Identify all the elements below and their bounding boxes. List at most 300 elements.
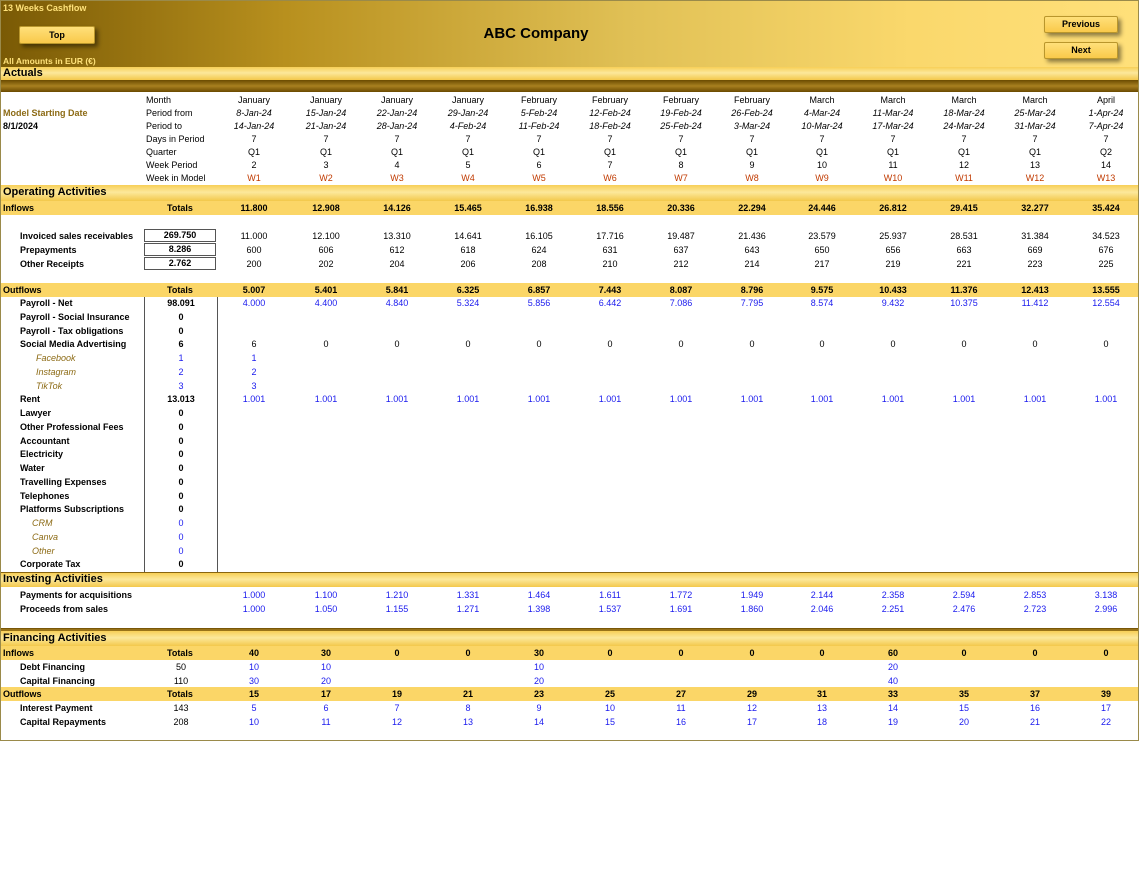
calendar-week-period: 5 bbox=[465, 160, 471, 170]
cell-value: 13 bbox=[816, 703, 827, 713]
cell-value: 12.554 bbox=[1092, 298, 1120, 308]
calendar-quarter: Q1 bbox=[532, 147, 545, 157]
calendar-week-in-model: W4 bbox=[461, 173, 475, 183]
financing-band bbox=[1, 631, 1139, 646]
cell-value: 1.210 bbox=[385, 590, 409, 600]
line-item-total: 0 bbox=[178, 531, 184, 542]
calendar-week-in-model: W12 bbox=[1025, 173, 1045, 183]
total-value: 60 bbox=[887, 648, 898, 658]
line-item-label: Other bbox=[32, 545, 55, 556]
cell-value: 1.537 bbox=[598, 604, 622, 614]
cell-value: 5 bbox=[251, 703, 257, 713]
line-item-label: Other Receipts bbox=[20, 259, 85, 269]
cell-value: 9.432 bbox=[881, 298, 905, 308]
cell-value: 223 bbox=[1027, 259, 1043, 269]
total-value: 30 bbox=[533, 648, 544, 658]
section-title-investing: Investing Activities bbox=[3, 573, 103, 585]
cell-value: 1 bbox=[251, 353, 257, 363]
calendar-month: March bbox=[951, 95, 977, 105]
line-item-total: 0 bbox=[178, 504, 184, 515]
cell-value: 1.001 bbox=[740, 394, 764, 405]
total-value: 11.800 bbox=[240, 203, 268, 213]
calendar-days: 7 bbox=[536, 134, 542, 144]
cell-value: 1.464 bbox=[527, 590, 551, 600]
calendar-period-from: 11-Mar-24 bbox=[872, 108, 914, 118]
calendar-quarter: Q1 bbox=[815, 147, 828, 157]
line-item-label: Payroll - Social Insurance bbox=[20, 311, 130, 322]
cell-value: 4.000 bbox=[242, 298, 266, 308]
calendar-week-period: 14 bbox=[1100, 160, 1111, 170]
title-banner bbox=[1, 1, 1139, 67]
calendar-week-in-model: W1 bbox=[247, 173, 261, 183]
line-item-label: Facebook bbox=[36, 353, 76, 363]
line-item-total: 8.286 bbox=[144, 243, 216, 256]
cell-value: 606 bbox=[318, 245, 334, 255]
cell-value: 0 bbox=[394, 339, 400, 350]
calendar-week-period: 12 bbox=[958, 160, 969, 170]
total-value: 15 bbox=[248, 689, 259, 699]
calendar-quarter: Q1 bbox=[247, 147, 260, 157]
totals-label: Totals bbox=[167, 689, 193, 699]
cell-value: 1.001 bbox=[881, 394, 905, 405]
cell-value: 210 bbox=[602, 259, 618, 269]
calendar-week-period: 6 bbox=[536, 160, 542, 170]
cell-value: 14 bbox=[533, 717, 544, 727]
cell-value: 10 bbox=[533, 662, 544, 672]
calendar-week-in-model: W9 bbox=[815, 173, 829, 183]
calendar-period-to: 24-Mar-24 bbox=[943, 121, 985, 131]
calendar-quarter: Q1 bbox=[319, 147, 332, 157]
cell-value: 0 bbox=[536, 339, 542, 350]
totals-label: Totals bbox=[167, 648, 193, 658]
cell-value: 20 bbox=[958, 717, 969, 727]
cell-value: 1.331 bbox=[456, 590, 480, 600]
section-title-financing: Financing Activities bbox=[3, 632, 107, 644]
total-value: 5.841 bbox=[385, 285, 409, 295]
cell-value: 225 bbox=[1098, 259, 1114, 269]
cell-value: 2.723 bbox=[1023, 604, 1047, 614]
calendar-days: 7 bbox=[607, 134, 613, 144]
total-value: 0 bbox=[1103, 648, 1109, 658]
cell-value: 10 bbox=[248, 717, 259, 727]
line-item-total: 110 bbox=[173, 676, 189, 686]
line-item-label: Payroll - Net bbox=[20, 298, 73, 308]
calendar-period-to: 11-Feb-24 bbox=[518, 121, 560, 131]
calendar-quarter: Q1 bbox=[886, 147, 899, 157]
calendar-quarter: Q1 bbox=[1028, 147, 1041, 157]
line-item-label: Debt Financing bbox=[20, 662, 85, 672]
cell-value: 15 bbox=[604, 717, 615, 727]
line-item-label: Capital Repayments bbox=[20, 717, 107, 727]
cell-value: 624 bbox=[531, 245, 547, 255]
calendar-quarter: Q1 bbox=[674, 147, 687, 157]
cell-value: 600 bbox=[246, 245, 262, 255]
line-item-label: Instagram bbox=[36, 366, 77, 377]
calendar-quarter: Q1 bbox=[603, 147, 616, 157]
cell-value: 31.384 bbox=[1021, 231, 1049, 241]
cell-value: 643 bbox=[744, 245, 760, 255]
total-value: 8.087 bbox=[669, 285, 693, 295]
total-value: 0 bbox=[678, 648, 684, 658]
cell-value: 2.996 bbox=[1094, 604, 1118, 614]
calendar-week-in-model: W3 bbox=[390, 173, 404, 183]
currency-note: All Amounts in EUR (€) bbox=[3, 56, 96, 66]
calendar-week-period: 10 bbox=[816, 160, 827, 170]
cell-value: 16 bbox=[675, 717, 686, 727]
line-item-label: Proceeds from sales bbox=[20, 604, 109, 614]
calendar-quarter: Q1 bbox=[957, 147, 970, 157]
calendar-week-in-model: W7 bbox=[674, 173, 688, 183]
cell-value: 1.001 bbox=[242, 394, 266, 405]
calendar-label: Week in Model bbox=[146, 173, 206, 183]
line-item-label: Corporate Tax bbox=[20, 559, 81, 570]
cell-value: 637 bbox=[673, 245, 689, 255]
cell-value: 1.100 bbox=[314, 590, 338, 600]
cell-value: 219 bbox=[885, 259, 901, 269]
line-item-label: Telephones bbox=[20, 490, 70, 501]
calendar-week-period: 11 bbox=[888, 160, 898, 170]
cell-value: 11 bbox=[321, 717, 331, 727]
total-value: 18.556 bbox=[596, 203, 624, 213]
calendar-month: February bbox=[591, 95, 628, 105]
cell-value: 0 bbox=[819, 339, 825, 350]
total-value: 6.857 bbox=[527, 285, 551, 295]
section-title-actuals: Actuals bbox=[3, 67, 43, 79]
calendar-week-period: 9 bbox=[749, 160, 755, 170]
cell-value: 212 bbox=[673, 259, 689, 269]
total-value: 7.443 bbox=[598, 285, 622, 295]
cell-value: 22 bbox=[1100, 717, 1111, 727]
cell-value: 676 bbox=[1098, 245, 1114, 255]
cell-value: 10 bbox=[320, 662, 331, 672]
cell-value: 1.398 bbox=[527, 604, 551, 614]
cell-value: 28.531 bbox=[950, 231, 978, 241]
cell-value: 2.046 bbox=[810, 604, 834, 614]
calendar-label: Quarter bbox=[146, 147, 177, 157]
cell-value: 1.611 bbox=[599, 590, 621, 600]
cell-value: 30 bbox=[248, 676, 259, 686]
cell-value: 4.840 bbox=[385, 298, 409, 308]
cell-value: 2 bbox=[251, 366, 257, 377]
cell-value: 23.579 bbox=[808, 231, 836, 241]
cell-value: 10 bbox=[604, 703, 615, 713]
calendar-week-period: 4 bbox=[394, 160, 400, 170]
cell-value: 17.716 bbox=[596, 231, 624, 241]
cell-value: 7 bbox=[394, 703, 400, 713]
line-item-total: 0 bbox=[178, 408, 184, 418]
cell-value: 0 bbox=[749, 339, 755, 350]
total-value: 35 bbox=[958, 689, 969, 699]
line-item-total: 0 bbox=[178, 490, 184, 501]
calendar-days: 7 bbox=[961, 134, 967, 144]
cell-value: 7.795 bbox=[740, 298, 764, 308]
cell-value: 217 bbox=[814, 259, 830, 269]
cell-value: 11.000 bbox=[240, 231, 268, 241]
line-item-label: Interest Payment bbox=[20, 703, 93, 713]
total-value: 12.908 bbox=[312, 203, 340, 213]
calendar-period-from: 26-Feb-24 bbox=[731, 108, 773, 118]
outflow-totals-column bbox=[144, 296, 218, 572]
cell-value: 0 bbox=[323, 339, 329, 350]
calendar-week-period: 13 bbox=[1029, 160, 1040, 170]
line-item-total: 0 bbox=[178, 559, 184, 570]
total-value: 11.376 bbox=[950, 285, 978, 295]
calendar-quarter: Q1 bbox=[461, 147, 474, 157]
cell-value: 5.856 bbox=[527, 298, 551, 308]
sheet-title: 13 Weeks Cashflow bbox=[3, 3, 87, 13]
calendar-month: March bbox=[809, 95, 835, 105]
row-label: Inflows bbox=[3, 648, 34, 658]
calendar-quarter: Q2 bbox=[1099, 147, 1112, 157]
line-item-total: 6 bbox=[178, 339, 184, 350]
calendar-period-from: 1-Apr-24 bbox=[1088, 108, 1124, 118]
cell-value: 5.324 bbox=[456, 298, 480, 308]
line-item-total: 0 bbox=[178, 545, 184, 556]
calendar-period-to: 7-Apr-24 bbox=[1088, 121, 1124, 131]
cell-value: 1.001 bbox=[952, 394, 976, 405]
cell-value: 1.001 bbox=[314, 394, 338, 405]
calendar-days: 7 bbox=[251, 134, 257, 144]
cell-value: 6 bbox=[251, 339, 257, 350]
line-item-label: Invoiced sales receivables bbox=[20, 231, 134, 241]
cell-value: 2.594 bbox=[952, 590, 976, 600]
line-item-label: Other Professional Fees bbox=[20, 421, 124, 432]
total-value: 5.007 bbox=[242, 285, 266, 295]
line-item-total: 13.013 bbox=[167, 394, 195, 405]
line-item-total: 0 bbox=[178, 311, 184, 322]
cell-value: 214 bbox=[744, 259, 760, 269]
total-value: 0 bbox=[819, 648, 825, 658]
total-value: 21 bbox=[462, 689, 473, 699]
cell-value: 13.310 bbox=[383, 231, 411, 241]
cell-value: 6.442 bbox=[598, 298, 622, 308]
cell-value: 17 bbox=[1100, 703, 1111, 713]
cell-value: 1.001 bbox=[1023, 394, 1047, 405]
total-value: 31 bbox=[816, 689, 827, 699]
line-item-total: 0 bbox=[178, 449, 184, 460]
calendar-period-to: 25-Feb-24 bbox=[660, 121, 702, 131]
calendar-month: February bbox=[733, 95, 770, 105]
cell-value: 11 bbox=[676, 703, 686, 713]
calendar-period-from: 19-Feb-24 bbox=[660, 108, 702, 118]
cell-value: 1.000 bbox=[242, 604, 266, 614]
cell-value: 1.050 bbox=[314, 604, 338, 614]
cell-value: 19 bbox=[887, 717, 898, 727]
total-value: 5.401 bbox=[314, 285, 338, 295]
calendar-days: 7 bbox=[465, 134, 471, 144]
cell-value: 12 bbox=[746, 703, 757, 713]
cell-value: 669 bbox=[1027, 245, 1043, 255]
section-title-operating: Operating Activities bbox=[3, 186, 107, 198]
calendar-month: January bbox=[451, 95, 485, 105]
cell-value: 1.691 bbox=[669, 604, 693, 614]
line-item-label: Travelling Expenses bbox=[20, 476, 107, 487]
total-value: 22.294 bbox=[738, 203, 766, 213]
investing-band bbox=[1, 573, 1139, 587]
cell-value: 40 bbox=[887, 676, 898, 686]
line-item-label: Payroll - Tax obligations bbox=[20, 325, 124, 336]
line-item-total: 1 bbox=[178, 353, 184, 363]
total-value: 33 bbox=[887, 689, 898, 699]
total-value: 13.555 bbox=[1092, 285, 1120, 295]
total-value: 14.126 bbox=[383, 203, 411, 213]
cell-value: 1.001 bbox=[385, 394, 409, 405]
calendar-week-period: 8 bbox=[678, 160, 684, 170]
calendar-days: 7 bbox=[890, 134, 896, 144]
calendar-days: 7 bbox=[819, 134, 825, 144]
operating-band bbox=[1, 185, 1139, 201]
total-value: 29 bbox=[746, 689, 757, 699]
model-start-label: Model Starting Date bbox=[3, 108, 88, 118]
line-item-total: 0 bbox=[178, 421, 184, 432]
line-item-label: Water bbox=[20, 463, 45, 473]
totals-label: Totals bbox=[167, 285, 193, 295]
cell-value: 1.949 bbox=[740, 590, 764, 600]
total-value: 32.277 bbox=[1021, 203, 1049, 213]
cell-value: 16 bbox=[1029, 703, 1040, 713]
calendar-period-from: 22-Jan-24 bbox=[376, 108, 418, 118]
total-value: 8.796 bbox=[740, 285, 764, 295]
total-value: 40 bbox=[248, 648, 259, 658]
cell-value: 2.358 bbox=[881, 590, 905, 600]
cell-value: 20 bbox=[320, 676, 331, 686]
cell-value: 221 bbox=[956, 259, 972, 269]
row-label: Inflows bbox=[3, 203, 34, 213]
cell-value: 0 bbox=[961, 339, 967, 350]
calendar-month: April bbox=[1096, 95, 1115, 105]
calendar-period-to: 4-Feb-24 bbox=[449, 121, 487, 131]
calendar-month: January bbox=[237, 95, 271, 105]
cell-value: 202 bbox=[318, 259, 334, 269]
total-value: 25 bbox=[604, 689, 615, 699]
cell-value: 3.138 bbox=[1094, 590, 1118, 600]
cell-value: 13 bbox=[462, 717, 473, 727]
line-item-label: Rent bbox=[20, 394, 40, 405]
cell-value: 21.436 bbox=[738, 231, 766, 241]
calendar-period-to: 21-Jan-24 bbox=[305, 121, 347, 131]
calendar-period-to: 3-Mar-24 bbox=[733, 121, 771, 131]
cell-value: 1.860 bbox=[740, 604, 764, 614]
calendar-days: 7 bbox=[1032, 134, 1038, 144]
totals-label: Totals bbox=[167, 203, 193, 213]
cell-value: 0 bbox=[1032, 339, 1038, 350]
calendar-period-to: 10-Mar-24 bbox=[801, 121, 843, 131]
total-value: 0 bbox=[394, 648, 400, 658]
line-item-total: 269.750 bbox=[144, 229, 216, 242]
total-value: 0 bbox=[1032, 648, 1038, 658]
total-value: 6.325 bbox=[456, 285, 480, 295]
line-item-label: Capital Financing bbox=[20, 676, 96, 686]
total-value: 23 bbox=[533, 689, 544, 699]
cell-value: 11.412 bbox=[1021, 298, 1049, 308]
cell-value: 12.100 bbox=[312, 231, 340, 241]
line-item-total: 208 bbox=[173, 717, 189, 727]
total-value: 30 bbox=[320, 648, 331, 658]
calendar-week-period: 2 bbox=[251, 160, 257, 170]
line-item-total: 0 bbox=[178, 518, 184, 528]
cell-value: 204 bbox=[389, 259, 405, 269]
calendar-month: February bbox=[520, 95, 557, 105]
line-item-total: 0 bbox=[178, 476, 184, 487]
cell-value: 1.271 bbox=[456, 604, 480, 614]
calendar-week-in-model: W11 bbox=[955, 173, 973, 183]
calendar-month: March bbox=[880, 95, 906, 105]
line-item-total: 50 bbox=[175, 662, 186, 672]
line-item-total: 143 bbox=[173, 703, 189, 713]
cell-value: 1.155 bbox=[385, 604, 409, 614]
calendar-days: 7 bbox=[1103, 134, 1109, 144]
total-value: 9.575 bbox=[810, 285, 834, 295]
model-start-date: 8/1/2024 bbox=[3, 121, 39, 131]
calendar-week-in-model: W10 bbox=[883, 173, 903, 183]
cell-value: 20 bbox=[887, 662, 898, 672]
total-value: 12.413 bbox=[1021, 285, 1049, 295]
cell-value: 8 bbox=[465, 703, 471, 713]
line-item-total: 0 bbox=[178, 463, 184, 473]
total-value: 35.424 bbox=[1092, 203, 1120, 213]
cell-value: 4.400 bbox=[314, 298, 338, 308]
total-value: 37 bbox=[1029, 689, 1040, 699]
cell-value: 656 bbox=[885, 245, 901, 255]
cell-value: 650 bbox=[814, 245, 830, 255]
line-item-label: TikTok bbox=[36, 380, 63, 391]
line-item-label: CRM bbox=[32, 518, 53, 528]
total-value: 27 bbox=[675, 689, 686, 699]
calendar-days: 7 bbox=[678, 134, 684, 144]
line-item-total: 98.091 bbox=[167, 298, 195, 308]
calendar-quarter: Q1 bbox=[745, 147, 758, 157]
row-label: Outflows bbox=[3, 689, 42, 699]
line-item-label: Canva bbox=[32, 531, 59, 542]
previous-button[interactable]: Previous bbox=[1044, 16, 1118, 33]
calendar-week-period: 3 bbox=[323, 160, 329, 170]
calendar-week-in-model: W5 bbox=[532, 173, 546, 183]
cell-value: 9 bbox=[536, 703, 542, 713]
line-item-label: Lawyer bbox=[20, 408, 52, 418]
calendar-days: 7 bbox=[749, 134, 755, 144]
total-value: 26.812 bbox=[879, 203, 907, 213]
calendar-period-from: 12-Feb-24 bbox=[589, 108, 631, 118]
top-button[interactable]: Top bbox=[19, 26, 95, 44]
total-value: 0 bbox=[607, 648, 613, 658]
cell-value: 34.523 bbox=[1092, 231, 1120, 241]
line-item-label: Prepayments bbox=[20, 245, 77, 255]
cell-value: 1.001 bbox=[669, 394, 693, 405]
line-item-label: Electricity bbox=[20, 449, 64, 460]
next-button[interactable]: Next bbox=[1044, 42, 1118, 59]
calendar-period-from: 25-Mar-24 bbox=[1014, 108, 1056, 118]
calendar-period-from: 5-Feb-24 bbox=[520, 108, 558, 118]
line-item-total: 0 bbox=[178, 435, 184, 446]
calendar-month: March bbox=[1022, 95, 1048, 105]
line-item-label: Platforms Subscriptions bbox=[20, 504, 125, 515]
actuals-band bbox=[1, 67, 1139, 80]
total-value: 0 bbox=[961, 648, 967, 658]
cell-value: 1.001 bbox=[456, 394, 480, 405]
total-value: 20.336 bbox=[667, 203, 695, 213]
calendar-month: January bbox=[309, 95, 343, 105]
cell-value: 15 bbox=[958, 703, 969, 713]
calendar-period-to: 14-Jan-24 bbox=[233, 121, 275, 131]
cell-value: 631 bbox=[602, 245, 618, 255]
total-value: 24.446 bbox=[808, 203, 836, 213]
cell-value: 2.853 bbox=[1023, 590, 1047, 600]
cell-value: 10 bbox=[248, 662, 259, 672]
total-value: 10.433 bbox=[879, 285, 907, 295]
calendar-week-in-model: W8 bbox=[745, 173, 759, 183]
line-item-total: 2 bbox=[178, 366, 184, 377]
cell-value: 200 bbox=[246, 259, 262, 269]
